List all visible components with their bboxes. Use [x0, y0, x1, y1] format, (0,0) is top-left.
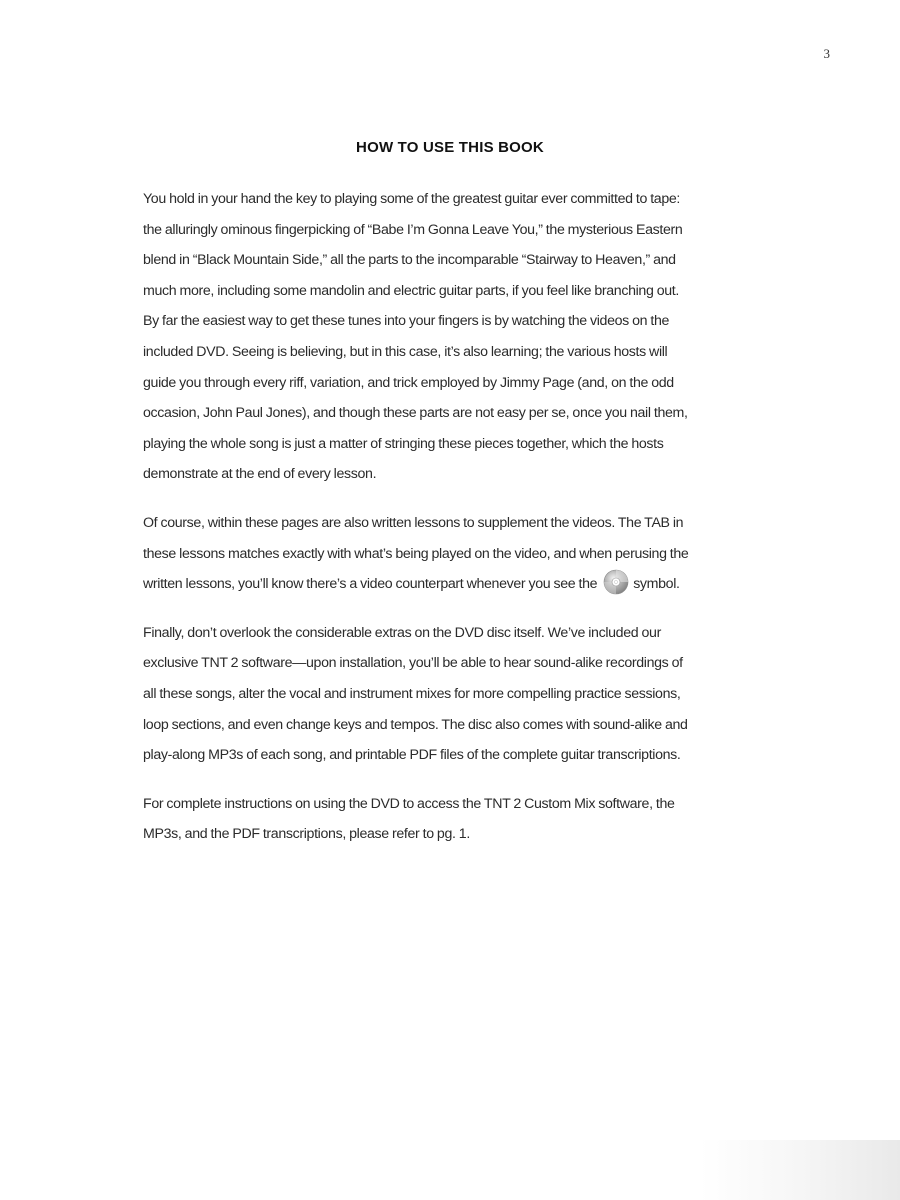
text-line: MP3s, and the PDF transcriptions, please refer to pg. 1. — [143, 826, 470, 843]
text-line: included DVD. Seeing is believing, but in this case, it’s also learning; the various hosts will — [143, 343, 668, 360]
text-segment: written lessons, you’ll know there’s a video counterpart whenever you see the — [143, 576, 598, 593]
text-line: demonstrate at the end of every lesson. — [143, 466, 377, 483]
text-line-with-icon — [143, 569, 763, 600]
text-line: loop sections, and even change keys and tempos. The disc also comes with sound-alike and — [143, 716, 688, 733]
paragraph-instructions — [143, 789, 763, 850]
text-line: these lessons matches exactly with what’s being played on the video, and when perusing the — [143, 545, 689, 562]
text-line: By far the easiest way to get these tunes into your fingers is by watching the videos on the — [143, 313, 670, 330]
text-line: all these songs, alter the vocal and instrument mixes for more compelling practice sessions, — [143, 685, 681, 702]
text-line: Of course, within these pages are also written lessons to supplement the videos. The TAB in — [143, 514, 684, 531]
text-line: blend in “Black Mountain Side,” all the parts to the incomparable “Stairway to Heaven,” and — [143, 252, 676, 269]
page-number: 3 — [823, 46, 830, 61]
dvd-disc-icon — [603, 569, 629, 595]
text-segment: symbol. — [633, 576, 680, 593]
text-line: the alluringly ominous fingerpicking of “Babe I’m Gonna Leave You,” the mysterious Eastern — [143, 221, 683, 238]
text-line: Finally, don’t overlook the considerable extras on the DVD disc itself. We’ve included our — [143, 624, 661, 641]
text-line: occasion, John Paul Jones), and though these parts are not easy per se, once you nail them, — [143, 405, 688, 422]
text-line: guide you through every riff, variation, and trick employed by Jimmy Page (and, on the odd — [143, 374, 674, 391]
text-line: much more, including some mandolin and electric guitar parts, if you feel like branching out. — [143, 282, 679, 299]
paragraph-lessons — [143, 508, 763, 600]
text-line: You hold in your hand the key to playing some of the greatest guitar ever committed to tape: — [143, 191, 680, 207]
text-line: exclusive TNT 2 software—upon installation, you’ll be able to hear sound-alike recordings of — [143, 655, 683, 672]
body-text — [143, 184, 763, 850]
text-line: play-along MP3s of each song, and printable PDF files of the complete guitar transcriptions. — [143, 747, 681, 764]
text-line: playing the whole song is just a matter of stringing these pieces together, which the hosts — [143, 435, 664, 452]
page-corner-shading — [700, 1140, 900, 1200]
paragraph-extras — [143, 618, 763, 771]
paragraph-intro — [143, 184, 763, 490]
text-line: For complete instructions on using the DVD to access the TNT 2 Custom Mix software, the — [143, 795, 675, 812]
page-title: HOW TO USE THIS BOOK — [356, 139, 544, 156]
